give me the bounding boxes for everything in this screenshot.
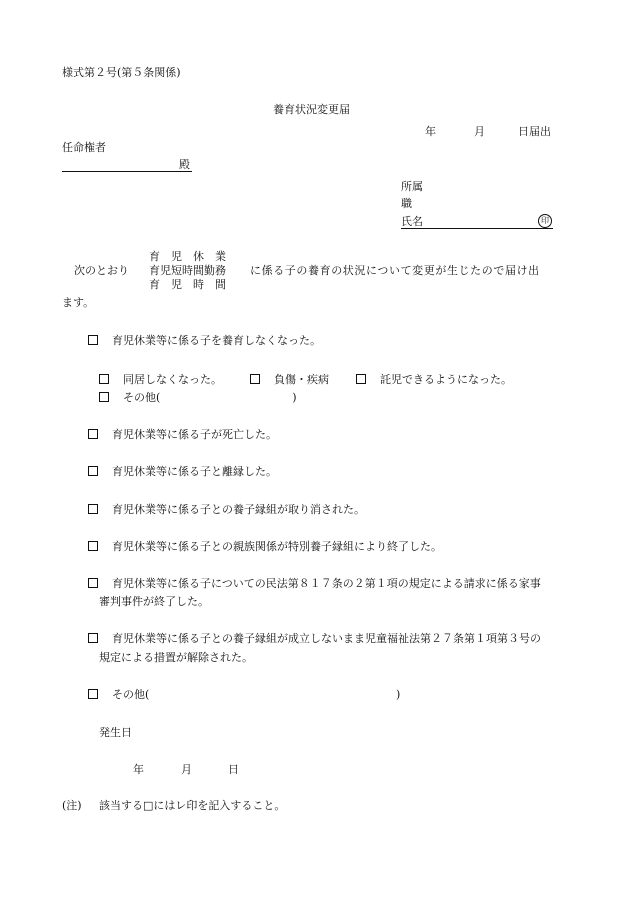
checkbox[interactable] [88,541,98,551]
dept-label: 所属 [401,180,423,193]
item-text: 負傷・疾病 [274,373,329,386]
checkbox[interactable] [88,689,98,699]
checkbox[interactable] [99,392,109,402]
item-child-died [88,428,277,442]
item-text: その他( ) [123,391,297,404]
item-adoption-cancelled [88,503,365,517]
item-welfare-measure-cont: 規定による措置が解除された。 [99,651,253,664]
item-text: 育児休業等に係る子と離縁した。 [112,465,277,478]
item-text: 育児休業等に係る子との養子縁組が成立しないまま児童福祉法第２７条第１項第３号の [112,632,541,645]
item-other [88,688,149,702]
name-label: 氏名 [401,215,423,228]
recipient-line [62,171,192,172]
form-title: 養育状況変更届 [273,103,350,116]
checkbox[interactable] [356,374,366,384]
item-dissolved-adoption [88,465,277,479]
date-day-submit-label: 日届出 [518,125,551,138]
intro-suffix: に係る子の養育の状況について変更が生じたので届け出 [250,264,540,277]
position-label: 職 [401,197,412,210]
item-other-close: ) [396,688,401,701]
date-month-label: 月 [474,125,485,138]
checkbox[interactable] [88,466,98,476]
item-welfare-measure [88,632,541,646]
recipient-honorific: 殿 [179,158,190,171]
note-text: 該当する□にはレ印を記入すること。 [99,799,286,812]
checkbox[interactable] [99,374,109,384]
item-family-court [88,577,541,591]
sub-item-other [99,391,297,405]
checkbox[interactable] [88,578,98,588]
occurrence-label: 発生日 [99,726,132,739]
intro-prefix: 次のとおり [74,264,129,277]
intro-option-childcare-leave: 育 児 休 業 [149,250,226,263]
item-text: 託児できるようになった。 [380,373,512,386]
item-text: 育児休業等に係る子についての民法第８１７条の２第１項の規定による請求に係る家事 [112,577,541,590]
checkbox[interactable] [250,374,260,384]
sub-item-injury [250,373,329,387]
item-not-raising [88,334,321,348]
sub-item-cohabit [99,373,222,387]
checkbox[interactable] [88,429,98,439]
item-family-court-cont: 審判事件が終了した。 [99,595,209,608]
item-text: 育児休業等に係る子との養子縁組が取り消された。 [112,503,365,516]
occurrence-year-label: 年 [133,763,144,776]
item-text: 育児休業等に係る子を養育しなくなった。 [112,334,321,347]
intro-continuation: ます。 [62,296,95,309]
recipient-label: 任命権者 [62,141,106,154]
name-line [401,228,553,229]
occurrence-day-label: 日 [228,763,239,776]
checkbox[interactable] [88,335,98,345]
item-special-adoption [88,540,442,554]
item-text: その他( [112,688,150,701]
intro-option-short-hours: 育児短時間勤務 [149,264,226,277]
item-text: 同居しなくなった。 [123,373,222,386]
intro-option-childcare-time: 育 児 時 間 [149,278,226,291]
item-text: 育児休業等に係る子が死亡した。 [112,428,277,441]
checkbox[interactable] [88,504,98,514]
item-text: 育児休業等に係る子との親族関係が特別養子縁組により終了した。 [112,540,442,553]
form-number: 様式第２号(第５条関係) [62,66,181,79]
sub-item-daycare [356,373,512,387]
seal-mark: 印 [538,214,552,228]
note-label: (注) [62,799,82,812]
date-year-label: 年 [425,125,436,138]
checkbox[interactable] [88,633,98,643]
occurrence-month-label: 月 [181,763,192,776]
